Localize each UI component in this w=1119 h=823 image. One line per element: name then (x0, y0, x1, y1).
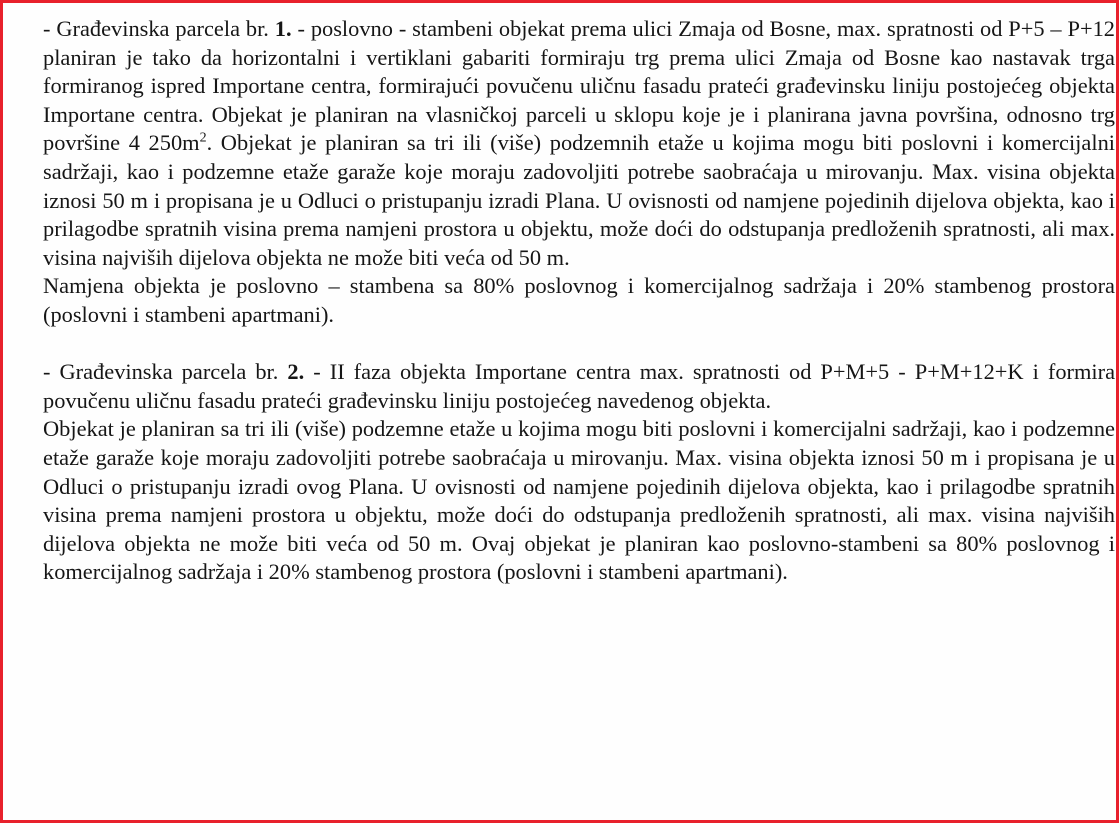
document-body (43, 15, 1115, 587)
parcel-2-lead: - Građevinska parcela br. (43, 359, 288, 385)
parcel-1-lead: - Građevinska parcela br. (43, 16, 275, 41)
parcel-1-text: - poslovno - stambeni objekat prema ulici Zmaja od Bosne, max. spratnosti od P+5 – P+12 planiran je tako da horizontalni i vertiklani gabariti formiraju trg prema ulici Zmaja od Bosne kao nastavak trga formiranog ispred Importane centra, formirajući povučenu uličnu fasadu prateći građevinsku liniju postojećeg objekta Importane centra. Objekat je planiran na vlasničkoj parceli u sklopu koje je i planirana javna površina, odnosno trg površine 4 250m (43, 16, 1115, 156)
parcel-1-superscript: 2 (199, 130, 207, 146)
parcel-2-number: 2. (287, 359, 305, 385)
parcel-2-details-paragraph: Objekat je planiran sa tri ili (više) podzemne etaže u kojima mogu biti poslovni i komercijalni sadržaji, kao i podzemne etaže garaže koje moraju zadovoljiti potrebe saobraćaja u mirovanju. Max. visina objekta iznosi 50 m i propisana je u Odluci o pristupanju izradi ovog Plana. U ovisnosti od namjene pojedinih dijelova objekta, kao i prilagodbe spratnih visina prema namjeni prostora u objektu, može doći do odstupanja predloženih spratnosti, ali max. visina najviših dijelova objekta ne može biti veća od 50 m. Ovaj objekat je planiran kao poslovno-stambeni sa 80% poslovnog i komercijalnog sadržaja i 20% stambenog prostora (poslovni i stambeni apartmani). (43, 416, 1115, 585)
parcel-1-number: 1. (274, 16, 292, 41)
parcel-1-paragraph (43, 15, 1115, 272)
parcel-1-text-continued: . Objekat je planiran sa tri ili (više) podzemnih etaže u kojima mogu biti poslovni i komercijalni sadržaji, kao i podzemne etaže garaže koje moraju zadovoljiti potrebe saobraćaja u mirovanju. Max. visina objekta iznosi 50 m i propisana je u Odluci o pristupanju izradi Plana. U ovisnosti od namjene pojedinih dijelova objekta, kao i prilagodbe spratnih visina prema namjeni prostora u objektu, može doći do odstupanja predloženih spratnosti, ali max. visina najviših dijelova objekta ne može biti veća od 50 m. (43, 130, 1115, 270)
parcel-2-text: - II faza objekta Importane centra max. spratnosti od P+M+5 - P+M+12+K i formira povučenu uličnu fasadu prateći građevinsku liniju postojećeg navedenog objekta. (43, 359, 1116, 413)
parcel-2-paragraph (43, 358, 1115, 415)
parcel-1-purpose-paragraph: Namjena objekta je poslovno – stambena sa 80% poslovnog i komercijalnog sadržaja i 20% stambenog prostora (poslovni i stambeni apartmani). (43, 273, 1115, 327)
paragraph-gap (43, 330, 1115, 359)
